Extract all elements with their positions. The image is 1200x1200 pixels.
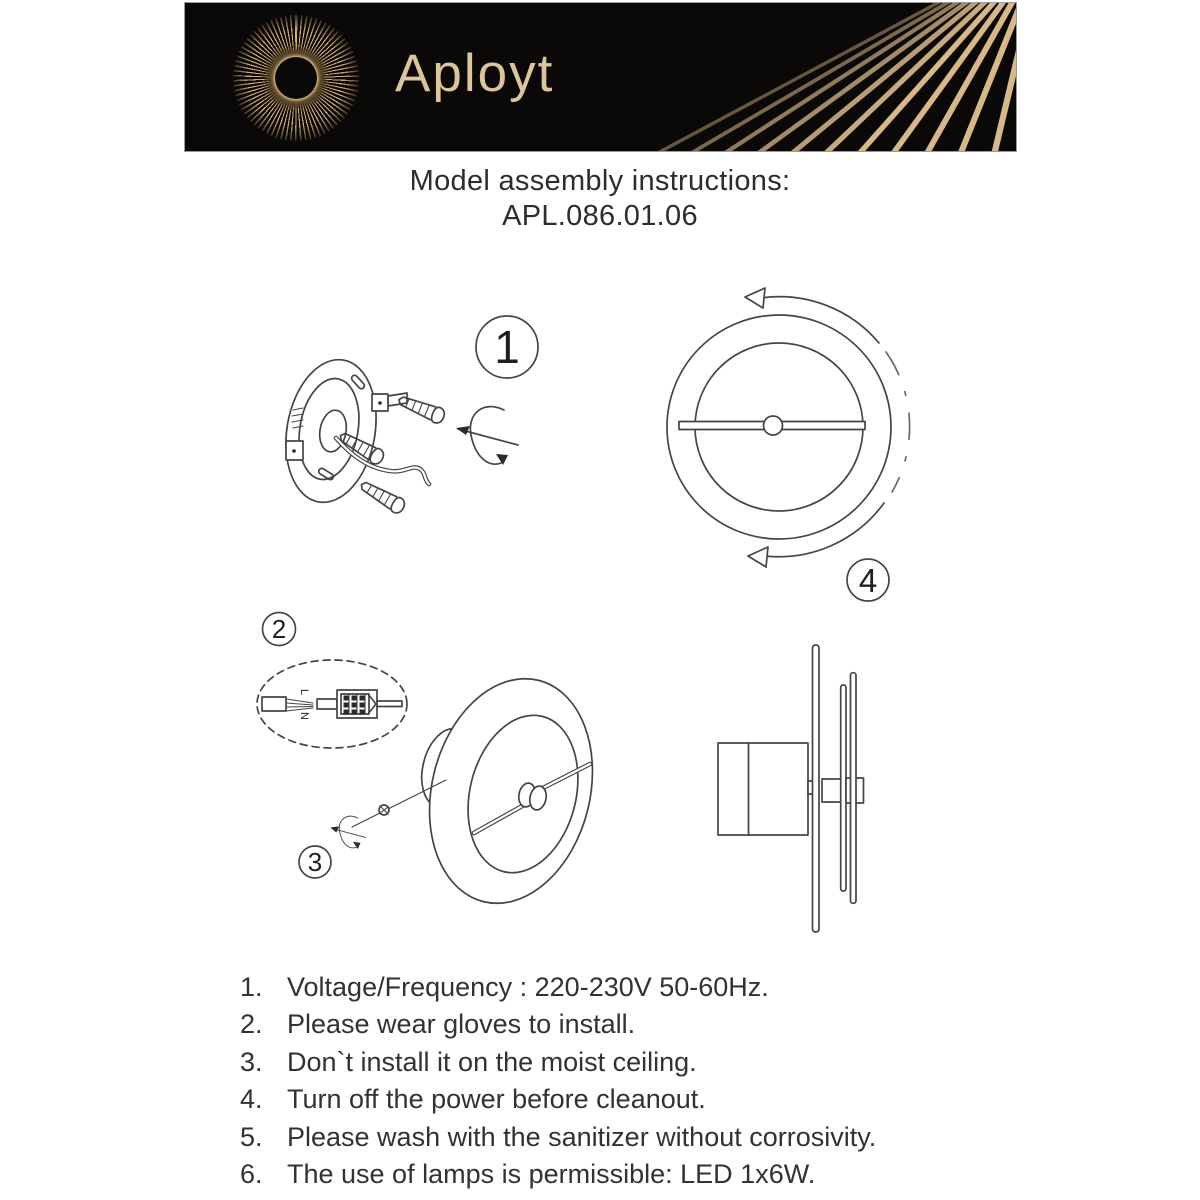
list-item (240, 1009, 1000, 1046)
list-item-text: Turn off the power before cleanout. (287, 1084, 706, 1115)
list-item (240, 1122, 1000, 1159)
diagram-side-view (718, 645, 864, 932)
wire-label-live: L (298, 688, 310, 696)
instruction-list (240, 972, 1000, 1196)
list-item-number: 2. (240, 1009, 263, 1040)
wire-label-neutral: N (298, 712, 310, 720)
diagram-step1-mounting-plate (275, 316, 538, 515)
screw-icon (357, 478, 407, 516)
rotate-screw-icon (456, 407, 518, 465)
list-item (240, 1159, 1000, 1196)
list-item-text: Don`t install it on the moist ceiling. (287, 1046, 697, 1077)
step-number: 2 (271, 614, 287, 644)
step-number: 1 (494, 321, 520, 373)
list-item-text: Please wear gloves to install. (287, 1009, 636, 1040)
diagram-step2-connector (257, 613, 407, 749)
list-item-number: 6. (240, 1158, 263, 1189)
brand-name: Aployt (395, 44, 555, 103)
list-item-number: 5. (240, 1121, 263, 1152)
list-item (240, 1084, 1000, 1121)
rotate-screw-icon (330, 816, 365, 849)
list-item-text: Voltage/Frequency : 220-230V 50-60Hz. (287, 972, 769, 1002)
list-item-text: Please wash with the sanitizer without corrosivity. (287, 1121, 877, 1152)
step-number: 4 (858, 562, 878, 599)
list-item (240, 1047, 1000, 1084)
list-item-text: The use of lamps is permissible: LED 1x6W. (287, 1158, 816, 1189)
diagram-step4-rotation-view (667, 288, 910, 601)
page-title: Model assembly instructions: (409, 165, 791, 197)
step-number: 3 (307, 847, 323, 877)
list-item-number: 4. (240, 1084, 263, 1115)
screw-icon (396, 392, 446, 425)
list-item (240, 972, 1000, 1009)
list-item-number: 3. (240, 1046, 263, 1077)
list-item-number: 1. (240, 972, 263, 1002)
model-number: APL.086.01.06 (502, 200, 698, 232)
